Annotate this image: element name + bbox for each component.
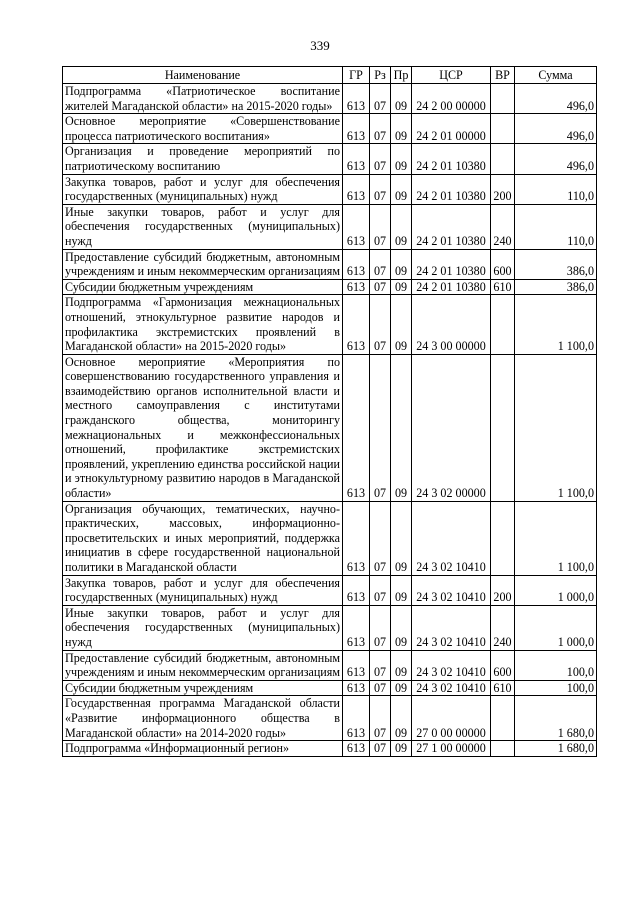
table-row <box>63 696 597 741</box>
cell-csr: 24 3 02 10410 <box>412 501 491 575</box>
cell-gr: 613 <box>343 354 370 501</box>
cell-vr <box>491 741 515 757</box>
cell-sum: 496,0 <box>515 144 597 174</box>
table-row <box>63 84 597 114</box>
cell-vr: 610 <box>491 680 515 696</box>
cell-name: Субсидии бюджетным учреждениям <box>63 279 343 295</box>
cell-gr: 613 <box>343 144 370 174</box>
cell-pr: 09 <box>391 575 412 605</box>
cell-pr: 09 <box>391 295 412 354</box>
cell-pr: 09 <box>391 174 412 204</box>
cell-sum: 1 680,0 <box>515 741 597 757</box>
cell-gr: 613 <box>343 696 370 741</box>
cell-csr: 24 3 02 10410 <box>412 650 491 680</box>
cell-name: Субсидии бюджетным учреждениям <box>63 680 343 696</box>
cell-pr: 09 <box>391 650 412 680</box>
cell-vr <box>491 114 515 144</box>
cell-rz: 07 <box>370 204 391 249</box>
cell-vr <box>491 501 515 575</box>
table-row <box>63 650 597 680</box>
table-row <box>63 741 597 757</box>
cell-pr: 09 <box>391 114 412 144</box>
table-row <box>63 114 597 144</box>
cell-sum: 110,0 <box>515 204 597 249</box>
cell-vr: 610 <box>491 279 515 295</box>
cell-rz: 07 <box>370 354 391 501</box>
cell-vr: 200 <box>491 174 515 204</box>
cell-gr: 613 <box>343 650 370 680</box>
cell-gr: 613 <box>343 741 370 757</box>
cell-name: Государственная программа Магаданской области «Развитие информационного общества в Магаданской области» на 2014-2020 годы» <box>63 696 343 741</box>
cell-name: Подпрограмма «Информационный регион» <box>63 741 343 757</box>
cell-sum: 496,0 <box>515 114 597 144</box>
cell-rz: 07 <box>370 696 391 741</box>
cell-rz: 07 <box>370 650 391 680</box>
col-header-gr: ГР <box>343 67 370 84</box>
cell-rz: 07 <box>370 114 391 144</box>
cell-pr: 09 <box>391 84 412 114</box>
cell-vr <box>491 354 515 501</box>
cell-csr: 24 2 01 10380 <box>412 204 491 249</box>
table-row <box>63 144 597 174</box>
cell-name: Иные закупки товаров, работ и услуг для обеспечения государственных (муниципальных) нужд <box>63 605 343 650</box>
cell-gr: 613 <box>343 204 370 249</box>
cell-csr: 24 3 02 10410 <box>412 680 491 696</box>
cell-sum: 100,0 <box>515 680 597 696</box>
col-header-pr: Пр <box>391 67 412 84</box>
cell-rz: 07 <box>370 605 391 650</box>
cell-pr: 09 <box>391 144 412 174</box>
cell-sum: 1 100,0 <box>515 501 597 575</box>
cell-pr: 09 <box>391 249 412 279</box>
cell-vr: 240 <box>491 605 515 650</box>
table-row <box>63 680 597 696</box>
cell-csr: 24 2 01 10380 <box>412 144 491 174</box>
cell-name: Основное мероприятие «Мероприятия по совершенствованию государственного управления и взаимодействию органов исполнительной власти и местного самоуправления с институтами гражданского общества, мониторингу межнациональных и межконфессиональных отношений, профилактике экстремистских проявлений, укреплению единства российской нации и этнокультурному развитию народов в Магаданской области» <box>63 354 343 501</box>
cell-pr: 09 <box>391 680 412 696</box>
table-row <box>63 575 597 605</box>
table-header-row <box>63 67 597 84</box>
cell-name: Основное мероприятие «Совершенствование процесса патриотического воспитания» <box>63 114 343 144</box>
cell-rz: 07 <box>370 279 391 295</box>
table-row <box>63 279 597 295</box>
cell-gr: 613 <box>343 501 370 575</box>
cell-rz: 07 <box>370 501 391 575</box>
cell-vr: 600 <box>491 650 515 680</box>
cell-vr <box>491 696 515 741</box>
table-body <box>63 84 597 757</box>
cell-csr: 24 3 02 00000 <box>412 354 491 501</box>
cell-csr: 24 2 01 10380 <box>412 174 491 204</box>
cell-name: Организация обучающих, тематических, научно-практических, массовых, информационно-просветительских и иных мероприятий, поддержка инициатив в сфере государственной национальной политики в Магаданской области <box>63 501 343 575</box>
cell-sum: 386,0 <box>515 249 597 279</box>
cell-name: Организация и проведение мероприятий по патриотическому воспитанию <box>63 144 343 174</box>
cell-csr: 24 3 00 00000 <box>412 295 491 354</box>
cell-name: Закупка товаров, работ и услуг для обеспечения государственных (муниципальных) нужд <box>63 174 343 204</box>
cell-rz: 07 <box>370 295 391 354</box>
table-row <box>63 249 597 279</box>
cell-name: Иные закупки товаров, работ и услуг для обеспечения государственных (муниципальных) нужд <box>63 204 343 249</box>
table-row <box>63 174 597 204</box>
cell-gr: 613 <box>343 680 370 696</box>
cell-rz: 07 <box>370 144 391 174</box>
cell-pr: 09 <box>391 741 412 757</box>
cell-rz: 07 <box>370 174 391 204</box>
cell-pr: 09 <box>391 696 412 741</box>
cell-gr: 613 <box>343 249 370 279</box>
cell-rz: 07 <box>370 84 391 114</box>
budget-table <box>62 66 597 757</box>
col-header-csr: ЦСР <box>412 67 491 84</box>
cell-pr: 09 <box>391 204 412 249</box>
cell-sum: 110,0 <box>515 174 597 204</box>
cell-gr: 613 <box>343 295 370 354</box>
cell-name: Подпрограмма «Патриотическое воспитание жителей Магаданской области» на 2015-2020 годы» <box>63 84 343 114</box>
cell-gr: 613 <box>343 114 370 144</box>
cell-gr: 613 <box>343 575 370 605</box>
cell-sum: 496,0 <box>515 84 597 114</box>
cell-pr: 09 <box>391 279 412 295</box>
table-row <box>63 295 597 354</box>
cell-csr: 27 1 00 00000 <box>412 741 491 757</box>
col-header-name: Наименование <box>63 67 343 84</box>
col-header-rz: Рз <box>370 67 391 84</box>
cell-pr: 09 <box>391 354 412 501</box>
cell-gr: 613 <box>343 174 370 204</box>
table-row <box>63 354 597 501</box>
col-header-sum: Сумма <box>515 67 597 84</box>
cell-vr <box>491 295 515 354</box>
table-row <box>63 501 597 575</box>
cell-pr: 09 <box>391 605 412 650</box>
cell-gr: 613 <box>343 605 370 650</box>
cell-gr: 613 <box>343 279 370 295</box>
cell-vr <box>491 144 515 174</box>
cell-csr: 24 3 02 10410 <box>412 605 491 650</box>
cell-sum: 1 680,0 <box>515 696 597 741</box>
cell-rz: 07 <box>370 249 391 279</box>
cell-csr: 24 2 01 00000 <box>412 114 491 144</box>
cell-rz: 07 <box>370 575 391 605</box>
cell-sum: 100,0 <box>515 650 597 680</box>
cell-csr: 27 0 00 00000 <box>412 696 491 741</box>
cell-name: Закупка товаров, работ и услуг для обеспечения государственных (муниципальных) нужд <box>63 575 343 605</box>
cell-rz: 07 <box>370 680 391 696</box>
cell-csr: 24 2 01 10380 <box>412 249 491 279</box>
cell-sum: 1 000,0 <box>515 575 597 605</box>
cell-csr: 24 2 00 00000 <box>412 84 491 114</box>
cell-name: Подпрограмма «Гармонизация межнациональных отношений, этнокультурное развитие народов и профилактика экстремистских проявлений в Магаданской области» на 2015-2020 годы» <box>63 295 343 354</box>
cell-vr: 600 <box>491 249 515 279</box>
cell-sum: 1 100,0 <box>515 354 597 501</box>
cell-sum: 386,0 <box>515 279 597 295</box>
cell-vr: 240 <box>491 204 515 249</box>
table-row <box>63 605 597 650</box>
col-header-vr: ВР <box>491 67 515 84</box>
table-row <box>63 204 597 249</box>
cell-name: Предоставление субсидий бюджетным, автономным учреждениям и иным некоммерческим организациям <box>63 249 343 279</box>
cell-vr: 200 <box>491 575 515 605</box>
cell-gr: 613 <box>343 84 370 114</box>
cell-name: Предоставление субсидий бюджетным, автономным учреждениям и иным некоммерческим организациям <box>63 650 343 680</box>
cell-vr <box>491 84 515 114</box>
cell-csr: 24 3 02 10410 <box>412 575 491 605</box>
cell-pr: 09 <box>391 501 412 575</box>
page-number: 339 <box>310 38 330 53</box>
cell-csr: 24 2 01 10380 <box>412 279 491 295</box>
cell-sum: 1 100,0 <box>515 295 597 354</box>
cell-rz: 07 <box>370 741 391 757</box>
cell-sum: 1 000,0 <box>515 605 597 650</box>
